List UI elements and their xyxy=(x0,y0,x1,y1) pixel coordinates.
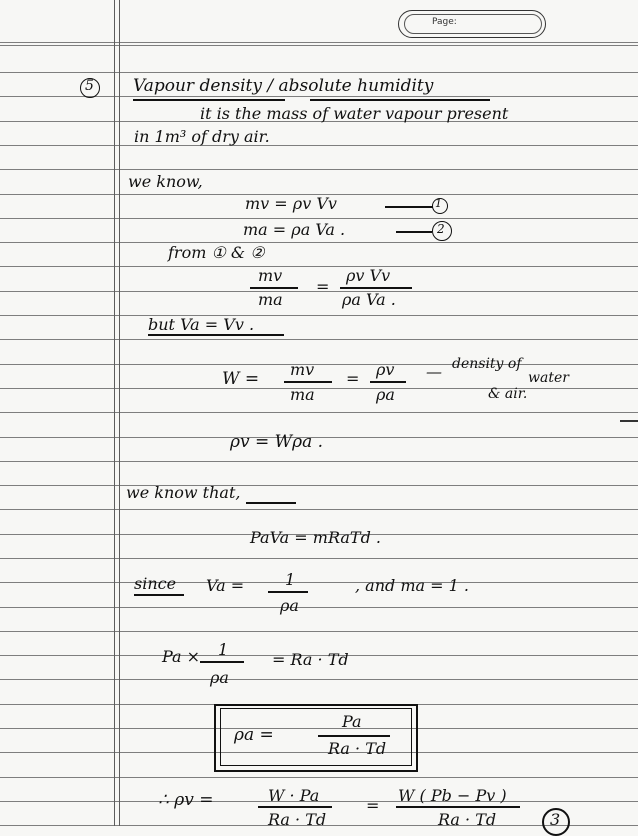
ratio-numerator-right: ρv Vv xyxy=(346,266,391,285)
w-equals: = xyxy=(346,369,360,388)
we-know-that-text: we know that, xyxy=(126,483,241,502)
va-lhs: Va = xyxy=(206,576,245,595)
ruled-line xyxy=(0,412,638,413)
boxed-denominator: Ra · Td xyxy=(328,739,387,758)
we-know-text: we know, xyxy=(128,172,203,191)
ruled-line xyxy=(0,339,638,340)
ruled-line xyxy=(0,42,638,43)
ruled-line xyxy=(0,364,638,365)
page-label: Page: xyxy=(432,17,457,27)
pa-lhs: Pa × xyxy=(162,647,201,666)
w-fraction-bar xyxy=(284,381,332,383)
section-title: Vapour density / absolute humidity xyxy=(133,76,434,96)
ratio-denominator-left: ma xyxy=(258,290,283,309)
definition-line-2: in 1m³ of dry air. xyxy=(134,127,270,146)
pa-fraction-bar xyxy=(200,661,244,663)
boxed-numerator: Pa xyxy=(342,712,362,731)
equation-2: ma = ρa Va . xyxy=(243,220,346,239)
ruled-line xyxy=(0,315,638,316)
pa-rhs: = Ra · Td xyxy=(272,650,349,669)
w-note-water: water xyxy=(528,370,569,386)
w-right-numerator: ρv xyxy=(376,360,395,379)
va-fraction-bar xyxy=(268,591,308,593)
title-underline-2 xyxy=(310,99,490,101)
ruled-line xyxy=(0,169,638,170)
and-ma-text: , and ma = 1 . xyxy=(355,576,469,595)
pv-equation: ρv = Wρa . xyxy=(230,432,324,452)
equation-2-dash xyxy=(396,231,432,233)
equation-1-dash xyxy=(385,206,433,208)
title-underline-1 xyxy=(133,99,285,101)
ruled-line xyxy=(0,72,638,73)
final-denominator-2: Ra · Td xyxy=(438,810,497,829)
ruled-line xyxy=(0,582,638,583)
w-denominator: ma xyxy=(290,385,315,404)
final-fraction-bar-1 xyxy=(258,806,332,808)
final-fraction-bar-2 xyxy=(396,806,520,808)
ratio-denominator-right: ρa Va . xyxy=(342,290,396,309)
ruled-line xyxy=(0,485,638,486)
since-text: since xyxy=(134,574,177,593)
ruled-line xyxy=(0,461,638,462)
but-condition: but Va = Vv . xyxy=(148,315,255,334)
ruled-line xyxy=(0,266,638,267)
final-equals: = xyxy=(366,796,380,815)
ruled-line xyxy=(0,388,638,389)
pa-numerator: 1 xyxy=(218,640,229,659)
va-numerator: 1 xyxy=(285,570,296,589)
ruled-line xyxy=(0,509,638,510)
page-number-box-inner xyxy=(404,14,542,34)
margin-line-inner xyxy=(119,0,120,826)
that-underline xyxy=(246,502,296,504)
w-right-fraction-bar xyxy=(370,381,406,383)
definition-line-1: it is the mass of water vapour present xyxy=(200,104,509,123)
final-numerator-2: W ( Pb − Pv ) xyxy=(398,786,507,805)
final-numerator-1: W · Pa xyxy=(268,786,320,805)
ratio-bar-right xyxy=(340,287,412,289)
page-edge-mark xyxy=(620,420,638,422)
ruled-line xyxy=(0,607,638,608)
va-denominator: ρa xyxy=(280,596,299,615)
equation-2-tag: 2 xyxy=(437,222,445,236)
w-lhs: W = xyxy=(222,369,260,389)
ratio-equals: = xyxy=(316,277,330,296)
but-underline xyxy=(148,334,284,336)
since-underline xyxy=(134,594,184,596)
w-note-density: density of xyxy=(452,356,522,372)
from-text: from ① & ② xyxy=(168,243,265,262)
ruled-line xyxy=(0,218,638,219)
equation-1: mv = ρv Vv xyxy=(245,194,337,213)
ratio-bar-left xyxy=(250,287,298,289)
boxed-lhs: ρa = xyxy=(234,725,274,745)
ruled-line xyxy=(0,777,638,778)
ruled-line xyxy=(0,145,638,146)
final-denominator-1: Ra · Td xyxy=(268,810,327,829)
ruled-line xyxy=(0,558,638,559)
w-note-dash: — xyxy=(426,362,442,381)
ratio-numerator-left: mv xyxy=(258,266,283,285)
ruled-line xyxy=(0,631,638,632)
w-right-denominator: ρa xyxy=(376,385,395,404)
final-tag: 3 xyxy=(550,810,561,829)
final-prefix: ∴ ρv = xyxy=(158,790,214,810)
equation-1-tag: 1 xyxy=(435,197,442,210)
w-numerator: mv xyxy=(290,360,315,379)
pa-denominator: ρa xyxy=(210,668,229,687)
ruled-line xyxy=(0,45,638,46)
ruled-line xyxy=(0,242,638,243)
ruled-line xyxy=(0,679,638,680)
margin-line xyxy=(114,0,115,826)
boxed-fraction-bar xyxy=(318,735,390,737)
gas-law-equation: PaVa = mRaTd . xyxy=(250,528,381,547)
w-note-air: & air. xyxy=(488,386,528,402)
section-number: 5 xyxy=(85,78,94,94)
